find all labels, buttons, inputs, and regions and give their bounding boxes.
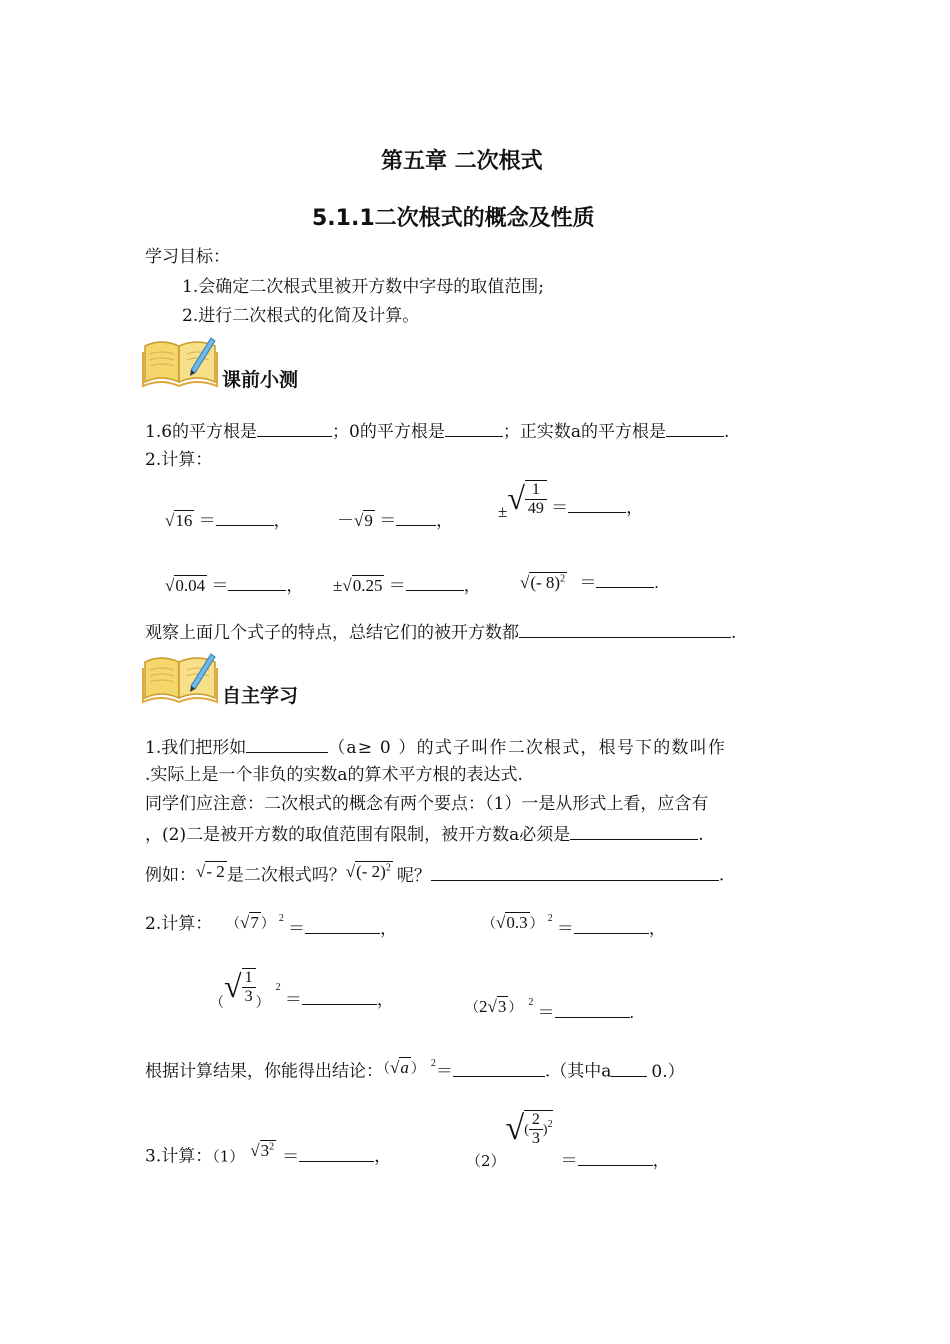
answer-blank[interactable] <box>246 736 328 753</box>
punct: ， <box>463 576 481 595</box>
answer-blank[interactable] <box>519 621 731 638</box>
observe-text: 观察上面几个式子的特点，总结它们的被开方数都 <box>145 623 519 643</box>
q1-text: ；0的平方根是 <box>332 422 445 442</box>
example-line <box>145 862 724 886</box>
plus-minus-sign: ± <box>333 576 343 595</box>
expr-pm-sqrt025 <box>333 571 481 596</box>
answer-blank[interactable] <box>305 917 380 934</box>
radicand: 16 <box>175 511 193 530</box>
punct: . <box>731 623 737 643</box>
answer-blank[interactable] <box>570 823 698 840</box>
answer-blank[interactable] <box>228 574 286 591</box>
definition-line: .实际上是一个非负的实数a的算术平方根的表达式. <box>145 765 523 785</box>
expr-sqrt-neg2: √- 2 <box>196 861 225 881</box>
radical-sign: √ <box>354 511 364 530</box>
expr-sqrt-2-3-sq: √( $\frac{2}{3}$ )$^2$ <box>505 1109 553 1147</box>
radical-sign: √ <box>520 573 530 592</box>
punct: ， <box>273 511 291 530</box>
pretest-q2-label: 2.计算： <box>145 450 213 470</box>
radical-sign: √ <box>507 480 525 516</box>
radical-sign: √ <box>165 511 175 530</box>
section-title: 5.1.1二次根式的概念及性质 <box>312 206 595 231</box>
answer-blank[interactable] <box>431 864 719 881</box>
book-icon <box>141 648 221 704</box>
punct: ， <box>436 511 454 530</box>
objectives-label: 学习目标： <box>145 247 230 267</box>
text: 1.我们把形如 <box>145 738 247 758</box>
expr-sqrt-1-3-sq: $_($√ $\frac{1}{3}$ $_)^2$ ＝ ， <box>210 968 394 1011</box>
text: （1） <box>212 1147 245 1166</box>
expr-sqrt16 <box>165 506 291 531</box>
answer-blank[interactable] <box>574 917 649 934</box>
text: 呢？ <box>396 865 431 886</box>
q3-line-2: （2）√( $\frac{2}{3}$ )$^2$＝ ， <box>466 1109 670 1171</box>
equals-sign: ＝ <box>282 1146 300 1167</box>
expr-pm-sqrt-1-49 <box>498 474 644 521</box>
punct: . <box>698 825 704 845</box>
chapter-title: 第五章 二次根式 <box>381 149 543 174</box>
radical-sign: √ <box>165 576 175 595</box>
plus-minus-sign: ± <box>498 502 508 521</box>
equals-sign: ＝ <box>560 1150 578 1171</box>
book-icon <box>141 332 221 388</box>
text: ，(2)二是被开方数的取值范围有限制，被开方数a必须是 <box>145 825 571 845</box>
equals-sign: ＝ <box>579 573 597 592</box>
answer-blank[interactable] <box>302 988 377 1005</box>
answer-blank[interactable] <box>555 1001 630 1018</box>
q3-line: 3.计算：（1） $√3^2=$ ， <box>145 1140 392 1167</box>
radical-sign: √ <box>342 576 352 595</box>
minus-sign: － <box>337 511 354 530</box>
expr-sqrt-neg2-sq: √(- 2)$^2$ <box>345 861 391 881</box>
equals-sign: ＝ <box>388 576 406 595</box>
answer-blank[interactable] <box>406 574 464 591</box>
text: .（其中a <box>544 1061 612 1082</box>
pretest-q1 <box>145 420 729 442</box>
text: （a≥ 0 ）的式子叫作二次根式，根号下的数叫作 <box>328 738 727 758</box>
expr-sqrt03-sq: （√0.3 ） $^2$ ＝ ， <box>482 913 666 938</box>
equals-sign: ＝ <box>551 498 569 517</box>
text: 0.） <box>651 1061 685 1082</box>
answer-blank[interactable] <box>611 1060 647 1077</box>
text: 根据计算结果，你能得出结论： <box>145 1061 383 1082</box>
answer-blank[interactable] <box>257 420 332 437</box>
objective-item: 2.进行二次根式的化简及计算。 <box>182 306 420 326</box>
expr-neg-sqrt9 <box>337 506 453 531</box>
definition-line: 同学们应注意：二次根式的概念有两个要点：（1）一是从形式上看，应含有 <box>145 794 709 814</box>
answer-blank[interactable] <box>216 509 274 526</box>
radicand: (- 8)$^2$ <box>530 573 566 592</box>
expr-2sqrt3-sq: （2√3 ） $^2$ ＝ . <box>465 997 634 1022</box>
radicand: 9 <box>364 511 373 530</box>
q1-text: ；正实数a的平方根是 <box>502 422 667 442</box>
answer-blank[interactable] <box>568 496 626 513</box>
equals-sign: ＝ <box>379 511 397 530</box>
objective-item: 1.会确定二次根式里被开方数中字母的取值范围; <box>182 277 544 297</box>
answer-blank[interactable] <box>445 420 503 437</box>
text: （2） <box>466 1151 506 1170</box>
radicand: 0.04 <box>175 576 206 595</box>
punct: . <box>718 865 725 886</box>
expr-sqrt-3-sq: $√3^2$ <box>250 1140 275 1160</box>
expr-sqrt-neg8-sq <box>520 568 659 593</box>
radicand: 0.25 <box>352 576 383 595</box>
answer-blank[interactable] <box>596 571 654 588</box>
expr-sqrt7-sq: （√7 ） $^2$ ＝ ， <box>226 913 398 938</box>
punct: ， <box>286 576 304 595</box>
punct: ， <box>626 498 644 517</box>
equals-sign: ＝ <box>435 1061 453 1082</box>
equals-sign: ＝ <box>211 576 229 595</box>
answer-blank[interactable] <box>453 1060 545 1077</box>
expr-sqrt004 <box>165 571 303 596</box>
pretest-heading: 课前小测 <box>222 369 299 391</box>
answer-blank[interactable] <box>578 1149 653 1166</box>
text: 是二次根式吗？ <box>226 865 346 886</box>
definition-line <box>145 736 726 758</box>
equals-sign: ＝ <box>288 919 306 938</box>
conclusion-line <box>145 1058 685 1084</box>
answer-blank[interactable] <box>299 1145 374 1162</box>
equals-sign: ＝ <box>198 511 216 530</box>
q1-text: . <box>724 422 730 442</box>
answer-blank[interactable] <box>666 420 724 437</box>
text: 例如： <box>145 865 196 886</box>
self-study-heading: 自主学习 <box>222 685 299 707</box>
observe-line <box>145 621 736 643</box>
answer-blank[interactable] <box>396 509 436 526</box>
fraction: $\frac{1}{49}$ <box>525 480 547 518</box>
text: 3.计算： <box>145 1146 213 1167</box>
q2-label: 2.计算： <box>145 914 213 934</box>
expr-sqrt-a-sq: （√a ） $^2$ <box>383 1057 436 1077</box>
equals-sign: ＝ <box>556 919 574 938</box>
q1-text: 1.6的平方根是 <box>145 422 258 442</box>
definition-line <box>145 823 704 845</box>
punct: . <box>654 573 659 592</box>
